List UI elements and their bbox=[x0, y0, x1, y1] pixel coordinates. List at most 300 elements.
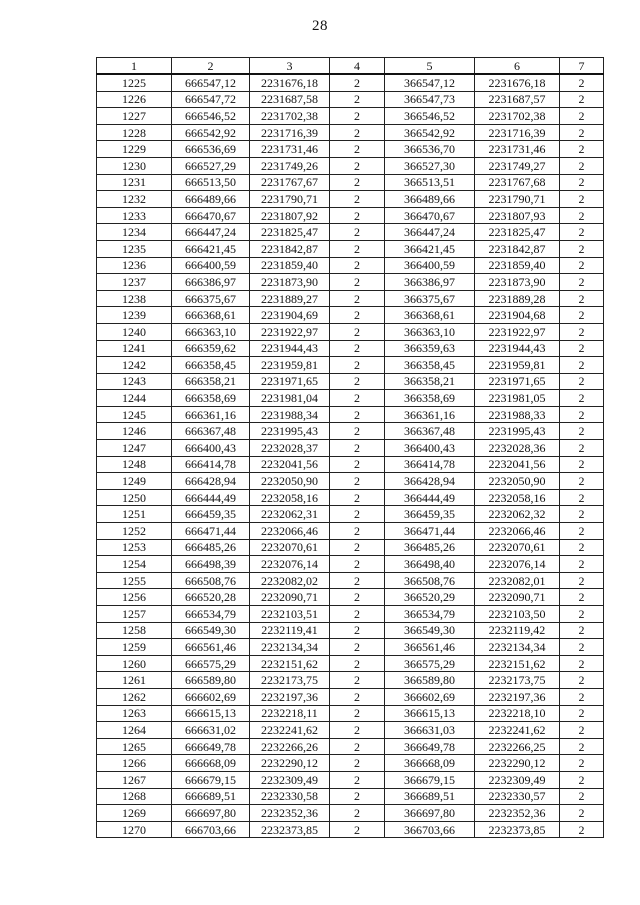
table-row bbox=[97, 108, 604, 125]
table-cell: 666359,62 bbox=[172, 340, 250, 357]
table-cell: 2231889,28 bbox=[475, 290, 560, 307]
table-cell: 2231995,43 bbox=[250, 423, 330, 440]
table-cell: 2 bbox=[330, 224, 385, 241]
table-cell: 366358,21 bbox=[385, 373, 475, 390]
table-row bbox=[97, 423, 604, 440]
table-cell: 1265 bbox=[97, 738, 172, 755]
table-row bbox=[97, 523, 604, 540]
table-cell: 2232173,75 bbox=[475, 672, 560, 689]
table-cell: 2 bbox=[330, 406, 385, 423]
table-cell: 366359,63 bbox=[385, 340, 475, 357]
table-cell: 2 bbox=[560, 771, 604, 788]
table-cell: 2231859,40 bbox=[250, 257, 330, 274]
table-row bbox=[97, 606, 604, 623]
table-cell: 2 bbox=[560, 539, 604, 556]
table-cell: 2232134,34 bbox=[475, 639, 560, 656]
table-cell: 666414,78 bbox=[172, 456, 250, 473]
table-cell: 2232352,36 bbox=[475, 805, 560, 822]
table-row bbox=[97, 771, 604, 788]
table-row bbox=[97, 639, 604, 656]
table-cell: 366375,67 bbox=[385, 290, 475, 307]
table-cell: 2232062,31 bbox=[250, 506, 330, 523]
table-cell: 1270 bbox=[97, 821, 172, 838]
table-cell: 366668,09 bbox=[385, 755, 475, 772]
table-cell: 666367,48 bbox=[172, 423, 250, 440]
table-cell: 366428,94 bbox=[385, 473, 475, 490]
table-cell: 366421,45 bbox=[385, 240, 475, 257]
table-cell: 2 bbox=[330, 373, 385, 390]
table-cell: 366400,43 bbox=[385, 440, 475, 457]
table-row bbox=[97, 406, 604, 423]
table-cell: 2231807,93 bbox=[475, 207, 560, 224]
table-body bbox=[97, 74, 604, 838]
table-cell: 2 bbox=[330, 440, 385, 457]
table-row bbox=[97, 440, 604, 457]
table-cell: 2232090,71 bbox=[475, 589, 560, 606]
table-cell: 2 bbox=[560, 290, 604, 307]
table-cell: 366489,66 bbox=[385, 191, 475, 208]
table-cell: 2 bbox=[330, 74, 385, 91]
table-cell: 2 bbox=[560, 788, 604, 805]
table-cell: 666703,66 bbox=[172, 821, 250, 838]
table-cell: 366485,26 bbox=[385, 539, 475, 556]
table-cell: 2 bbox=[560, 323, 604, 340]
table-cell: 1268 bbox=[97, 788, 172, 805]
table-row bbox=[97, 91, 604, 108]
table-cell: 2232058,16 bbox=[475, 489, 560, 506]
table-cell: 1252 bbox=[97, 523, 172, 540]
table-cell: 366400,59 bbox=[385, 257, 475, 274]
table-cell: 1232 bbox=[97, 191, 172, 208]
table-cell: 2 bbox=[560, 688, 604, 705]
table-cell: 2 bbox=[330, 323, 385, 340]
table-cell: 366513,51 bbox=[385, 174, 475, 191]
table-cell: 366358,45 bbox=[385, 357, 475, 374]
table-cell: 2 bbox=[560, 489, 604, 506]
table-cell: 2231716,39 bbox=[250, 124, 330, 141]
table-cell: 366679,15 bbox=[385, 771, 475, 788]
table-cell: 2231790,71 bbox=[250, 191, 330, 208]
table-cell: 2231889,27 bbox=[250, 290, 330, 307]
table-row bbox=[97, 274, 604, 291]
table-cell: 2 bbox=[330, 274, 385, 291]
table-cell: 2232066,46 bbox=[250, 523, 330, 540]
table-cell: 2 bbox=[560, 340, 604, 357]
table-cell: 2231767,67 bbox=[250, 174, 330, 191]
table-cell: 2231959,81 bbox=[250, 357, 330, 374]
table-cell: 2 bbox=[330, 622, 385, 639]
table-cell: 2231767,68 bbox=[475, 174, 560, 191]
table-cell: 2 bbox=[560, 157, 604, 174]
table-cell: 2232041,56 bbox=[250, 456, 330, 473]
table-cell: 1266 bbox=[97, 755, 172, 772]
table-cell: 2231981,04 bbox=[250, 390, 330, 407]
table-cell: 2232266,25 bbox=[475, 738, 560, 755]
table-cell: 666668,09 bbox=[172, 755, 250, 772]
table-cell: 366447,24 bbox=[385, 224, 475, 241]
table-cell: 1228 bbox=[97, 124, 172, 141]
table-cell: 2 bbox=[560, 373, 604, 390]
table-cell: 2 bbox=[330, 108, 385, 125]
table-cell: 366508,76 bbox=[385, 572, 475, 589]
table-row bbox=[97, 589, 604, 606]
table-cell: 366649,78 bbox=[385, 738, 475, 755]
table-cell: 2 bbox=[330, 738, 385, 755]
table-cell: 666542,92 bbox=[172, 124, 250, 141]
table-cell: 2231922,97 bbox=[250, 323, 330, 340]
table-cell: 2 bbox=[560, 655, 604, 672]
table-cell: 2 bbox=[560, 755, 604, 772]
table-cell: 1226 bbox=[97, 91, 172, 108]
table-cell: 2232119,41 bbox=[250, 622, 330, 639]
table-cell: 2 bbox=[560, 141, 604, 158]
table-row bbox=[97, 191, 604, 208]
table-cell: 2 bbox=[330, 340, 385, 357]
coordinates-table bbox=[96, 57, 604, 838]
table-cell: 1261 bbox=[97, 672, 172, 689]
table-cell: 2231959,81 bbox=[475, 357, 560, 374]
table-cell: 2232082,01 bbox=[475, 572, 560, 589]
table-cell: 2232352,36 bbox=[250, 805, 330, 822]
table-row bbox=[97, 257, 604, 274]
table-cell: 2 bbox=[560, 108, 604, 125]
table-cell: 2 bbox=[330, 191, 385, 208]
table-row bbox=[97, 722, 604, 739]
table-cell: 666386,97 bbox=[172, 274, 250, 291]
table-cell: 366368,61 bbox=[385, 307, 475, 324]
table-cell: 666589,80 bbox=[172, 672, 250, 689]
table-cell: 366542,92 bbox=[385, 124, 475, 141]
column-header: 1 bbox=[97, 58, 172, 75]
table-cell: 366546,52 bbox=[385, 108, 475, 125]
table-row bbox=[97, 821, 604, 838]
table-cell: 2231904,69 bbox=[250, 307, 330, 324]
table-cell: 2 bbox=[330, 91, 385, 108]
table-row bbox=[97, 556, 604, 573]
table-cell: 2231922,97 bbox=[475, 323, 560, 340]
column-header: 5 bbox=[385, 58, 475, 75]
table-cell: 2232058,16 bbox=[250, 489, 330, 506]
table-cell: 2 bbox=[560, 224, 604, 241]
table-cell: 2232266,26 bbox=[250, 738, 330, 755]
table-cell: 666363,10 bbox=[172, 323, 250, 340]
table-cell: 666459,35 bbox=[172, 506, 250, 523]
table-cell: 2231731,46 bbox=[475, 141, 560, 158]
table-cell: 2232330,58 bbox=[250, 788, 330, 805]
table-cell: 2231687,57 bbox=[475, 91, 560, 108]
table-cell: 2232309,49 bbox=[250, 771, 330, 788]
table-cell: 1237 bbox=[97, 274, 172, 291]
table-cell: 2231825,47 bbox=[475, 224, 560, 241]
table-row bbox=[97, 622, 604, 639]
table-cell: 2231842,87 bbox=[250, 240, 330, 257]
table-cell: 666602,69 bbox=[172, 688, 250, 705]
table-cell: 2 bbox=[330, 240, 385, 257]
table-cell: 2231944,43 bbox=[475, 340, 560, 357]
table-row bbox=[97, 224, 604, 241]
table-cell: 2 bbox=[330, 257, 385, 274]
table-cell: 1227 bbox=[97, 108, 172, 125]
table-cell: 2232373,85 bbox=[475, 821, 560, 838]
table-cell: 2 bbox=[560, 722, 604, 739]
table-cell: 2231988,33 bbox=[475, 406, 560, 423]
table-row bbox=[97, 788, 604, 805]
table-row bbox=[97, 655, 604, 672]
table-cell: 2 bbox=[330, 722, 385, 739]
table-cell: 2 bbox=[560, 423, 604, 440]
table-header-row bbox=[97, 58, 604, 75]
table-cell: 1240 bbox=[97, 323, 172, 340]
table-cell: 2232070,61 bbox=[250, 539, 330, 556]
table-cell: 666689,51 bbox=[172, 788, 250, 805]
table-cell: 2232290,12 bbox=[250, 755, 330, 772]
table-cell: 2231988,34 bbox=[250, 406, 330, 423]
table-cell: 366534,79 bbox=[385, 606, 475, 623]
table-cell: 2231749,27 bbox=[475, 157, 560, 174]
table-cell: 2232070,61 bbox=[475, 539, 560, 556]
table-cell: 2231807,92 bbox=[250, 207, 330, 224]
table-row bbox=[97, 240, 604, 257]
table-cell: 666536,69 bbox=[172, 141, 250, 158]
table-cell: 1253 bbox=[97, 539, 172, 556]
column-header: 6 bbox=[475, 58, 560, 75]
table-cell: 666485,26 bbox=[172, 539, 250, 556]
table-cell: 2 bbox=[330, 489, 385, 506]
table-cell: 2232218,11 bbox=[250, 705, 330, 722]
table-cell: 2 bbox=[330, 290, 385, 307]
table-row bbox=[97, 157, 604, 174]
table-cell: 666471,44 bbox=[172, 523, 250, 540]
table-cell: 2 bbox=[330, 788, 385, 805]
table-cell: 2232151,62 bbox=[250, 655, 330, 672]
table-cell: 1233 bbox=[97, 207, 172, 224]
table-row bbox=[97, 473, 604, 490]
table-cell: 666498,39 bbox=[172, 556, 250, 573]
table-cell: 2231687,58 bbox=[250, 91, 330, 108]
table-cell: 2 bbox=[330, 771, 385, 788]
table-cell: 666361,16 bbox=[172, 406, 250, 423]
table-cell: 666421,45 bbox=[172, 240, 250, 257]
table-cell: 666470,67 bbox=[172, 207, 250, 224]
table-cell: 2 bbox=[560, 556, 604, 573]
table-cell: 366358,69 bbox=[385, 390, 475, 407]
table-cell: 1244 bbox=[97, 390, 172, 407]
table-cell: 2 bbox=[560, 738, 604, 755]
table-cell: 2 bbox=[330, 141, 385, 158]
table-cell: 2231749,26 bbox=[250, 157, 330, 174]
table-row bbox=[97, 74, 604, 91]
column-header: 3 bbox=[250, 58, 330, 75]
table-row bbox=[97, 174, 604, 191]
table-cell: 2231842,87 bbox=[475, 240, 560, 257]
table-cell: 2 bbox=[560, 174, 604, 191]
table-cell: 2232197,36 bbox=[475, 688, 560, 705]
table-cell: 366602,69 bbox=[385, 688, 475, 705]
table-cell: 2 bbox=[330, 157, 385, 174]
table-cell: 2231731,46 bbox=[250, 141, 330, 158]
table-cell: 2231981,05 bbox=[475, 390, 560, 407]
table-cell: 1254 bbox=[97, 556, 172, 573]
table-cell: 2232290,12 bbox=[475, 755, 560, 772]
table-row bbox=[97, 805, 604, 822]
table-cell: 2 bbox=[560, 91, 604, 108]
table-cell: 1234 bbox=[97, 224, 172, 241]
table-cell: 666679,15 bbox=[172, 771, 250, 788]
table-cell: 666447,24 bbox=[172, 224, 250, 241]
table-cell: 1264 bbox=[97, 722, 172, 739]
table-cell: 1238 bbox=[97, 290, 172, 307]
table-cell: 2232050,90 bbox=[250, 473, 330, 490]
table-row bbox=[97, 688, 604, 705]
table-cell: 366498,40 bbox=[385, 556, 475, 573]
table-cell: 666513,50 bbox=[172, 174, 250, 191]
table-cell: 666400,59 bbox=[172, 257, 250, 274]
table-cell: 2231676,18 bbox=[250, 74, 330, 91]
table-cell: 2232076,14 bbox=[250, 556, 330, 573]
table-cell: 1248 bbox=[97, 456, 172, 473]
table-cell: 1256 bbox=[97, 589, 172, 606]
table-cell: 2 bbox=[560, 124, 604, 141]
table-cell: 366549,30 bbox=[385, 622, 475, 639]
table-cell: 1242 bbox=[97, 357, 172, 374]
table-cell: 666358,69 bbox=[172, 390, 250, 407]
table-cell: 2 bbox=[560, 207, 604, 224]
table-cell: 366414,78 bbox=[385, 456, 475, 473]
table-cell: 1241 bbox=[97, 340, 172, 357]
table-cell: 2 bbox=[330, 423, 385, 440]
table-cell: 666697,80 bbox=[172, 805, 250, 822]
table-cell: 666358,45 bbox=[172, 357, 250, 374]
table-cell: 2232050,90 bbox=[475, 473, 560, 490]
table-cell: 2232090,71 bbox=[250, 589, 330, 606]
table-cell: 2 bbox=[560, 672, 604, 689]
table-cell: 2 bbox=[560, 406, 604, 423]
table-cell: 1246 bbox=[97, 423, 172, 440]
table-cell: 2 bbox=[560, 390, 604, 407]
table-cell: 366459,35 bbox=[385, 506, 475, 523]
table-cell: 366386,97 bbox=[385, 274, 475, 291]
table-cell: 366444,49 bbox=[385, 489, 475, 506]
table-cell: 1259 bbox=[97, 639, 172, 656]
table-cell: 1239 bbox=[97, 307, 172, 324]
table-row bbox=[97, 539, 604, 556]
table-cell: 1225 bbox=[97, 74, 172, 91]
table-cell: 366615,13 bbox=[385, 705, 475, 722]
table-cell: 366697,80 bbox=[385, 805, 475, 822]
table-cell: 366575,29 bbox=[385, 655, 475, 672]
table-cell: 2 bbox=[560, 506, 604, 523]
table-cell: 366520,29 bbox=[385, 589, 475, 606]
table-cell: 2 bbox=[560, 821, 604, 838]
table-cell: 366547,73 bbox=[385, 91, 475, 108]
table-row bbox=[97, 572, 604, 589]
table-cell: 366361,16 bbox=[385, 406, 475, 423]
table-cell: 2 bbox=[560, 440, 604, 457]
table-cell: 2 bbox=[560, 622, 604, 639]
table-cell: 2 bbox=[330, 506, 385, 523]
table-cell: 2232151,62 bbox=[475, 655, 560, 672]
column-header: 2 bbox=[172, 58, 250, 75]
table-cell: 366689,51 bbox=[385, 788, 475, 805]
table-cell: 2 bbox=[330, 174, 385, 191]
table-row bbox=[97, 506, 604, 523]
table-cell: 666534,79 bbox=[172, 606, 250, 623]
table-cell: 1243 bbox=[97, 373, 172, 390]
table-row bbox=[97, 290, 604, 307]
table-row bbox=[97, 738, 604, 755]
table-cell: 2 bbox=[560, 456, 604, 473]
table-cell: 2 bbox=[560, 589, 604, 606]
table-cell: 2 bbox=[560, 473, 604, 490]
table-cell: 1255 bbox=[97, 572, 172, 589]
table-cell: 2231825,47 bbox=[250, 224, 330, 241]
table-cell: 2 bbox=[330, 207, 385, 224]
table-cell: 666358,21 bbox=[172, 373, 250, 390]
table-cell: 2 bbox=[330, 755, 385, 772]
table-cell: 2 bbox=[330, 589, 385, 606]
table-cell: 666547,12 bbox=[172, 74, 250, 91]
table-cell: 366367,48 bbox=[385, 423, 475, 440]
table-cell: 666649,78 bbox=[172, 738, 250, 755]
table-cell: 2231716,39 bbox=[475, 124, 560, 141]
table-cell: 2 bbox=[330, 705, 385, 722]
table-cell: 2232197,36 bbox=[250, 688, 330, 705]
table-cell: 2231702,38 bbox=[250, 108, 330, 125]
table-cell: 1229 bbox=[97, 141, 172, 158]
table-cell: 1269 bbox=[97, 805, 172, 822]
table-cell: 1251 bbox=[97, 506, 172, 523]
table-cell: 2232028,37 bbox=[250, 440, 330, 457]
table-cell: 2231702,38 bbox=[475, 108, 560, 125]
table-cell: 2 bbox=[560, 191, 604, 208]
table-cell: 1267 bbox=[97, 771, 172, 788]
table-cell: 666428,94 bbox=[172, 473, 250, 490]
table-cell: 2232218,10 bbox=[475, 705, 560, 722]
table-cell: 2 bbox=[560, 606, 604, 623]
table-cell: 1257 bbox=[97, 606, 172, 623]
table-cell: 2232330,57 bbox=[475, 788, 560, 805]
table-cell: 1235 bbox=[97, 240, 172, 257]
table-cell: 366471,44 bbox=[385, 523, 475, 540]
table-cell: 2231859,40 bbox=[475, 257, 560, 274]
table-row bbox=[97, 323, 604, 340]
table-cell: 2 bbox=[330, 473, 385, 490]
table-cell: 2231995,43 bbox=[475, 423, 560, 440]
table-cell: 2232134,34 bbox=[250, 639, 330, 656]
table-row bbox=[97, 489, 604, 506]
table-cell: 2 bbox=[330, 556, 385, 573]
table-cell: 2231904,68 bbox=[475, 307, 560, 324]
table-cell: 2231676,18 bbox=[475, 74, 560, 91]
table-cell: 2232103,51 bbox=[250, 606, 330, 623]
table-cell: 2 bbox=[330, 357, 385, 374]
table-row bbox=[97, 124, 604, 141]
table-cell: 2 bbox=[330, 805, 385, 822]
table-row bbox=[97, 390, 604, 407]
table-cell: 2 bbox=[330, 688, 385, 705]
table-row bbox=[97, 207, 604, 224]
table-cell: 2 bbox=[330, 572, 385, 589]
table-cell: 2231971,65 bbox=[475, 373, 560, 390]
table-cell: 2232082,02 bbox=[250, 572, 330, 589]
page-number: 28 bbox=[312, 18, 328, 34]
table-cell: 366536,70 bbox=[385, 141, 475, 158]
table-cell: 1262 bbox=[97, 688, 172, 705]
table-cell: 2232373,85 bbox=[250, 821, 330, 838]
table-cell: 666527,29 bbox=[172, 157, 250, 174]
table-cell: 2 bbox=[560, 307, 604, 324]
table-cell: 2232173,75 bbox=[250, 672, 330, 689]
